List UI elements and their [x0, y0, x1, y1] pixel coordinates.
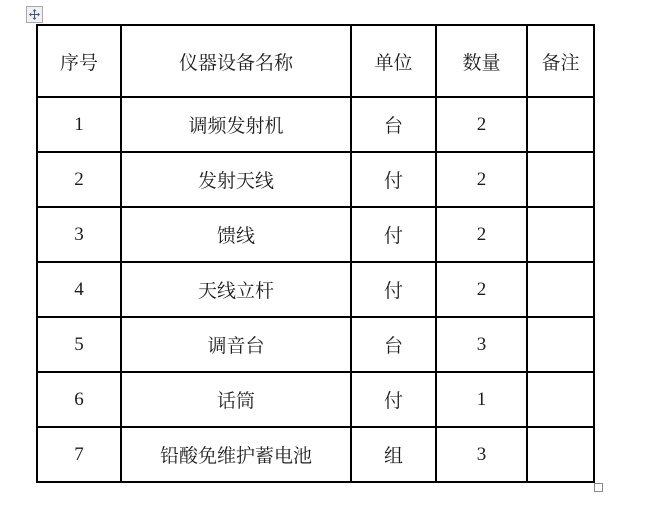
table-row	[37, 262, 594, 317]
cell-note[interactable]	[527, 262, 594, 317]
cell-qty[interactable]: 3	[436, 427, 527, 482]
table-row	[37, 97, 594, 152]
cell-name[interactable]: 天线立杆	[121, 262, 351, 317]
table-resize-handle[interactable]	[594, 483, 603, 492]
table-row	[37, 152, 594, 207]
table-row	[37, 207, 594, 262]
table-header-row	[37, 25, 594, 97]
header-cell-qty[interactable]: 数量	[436, 25, 527, 97]
cell-no[interactable]: 5	[37, 317, 121, 372]
cell-note[interactable]	[527, 207, 594, 262]
cell-no[interactable]: 6	[37, 372, 121, 427]
table-move-handle[interactable]	[26, 6, 43, 23]
cell-qty[interactable]: 2	[436, 207, 527, 262]
cell-no[interactable]: 4	[37, 262, 121, 317]
cell-note[interactable]	[527, 427, 594, 482]
cell-note[interactable]	[527, 372, 594, 427]
cell-unit[interactable]: 台	[351, 317, 436, 372]
cell-name[interactable]: 发射天线	[121, 152, 351, 207]
header-cell-note[interactable]: 备注	[527, 25, 594, 97]
cell-qty[interactable]: 1	[436, 372, 527, 427]
cell-name[interactable]: 调音台	[121, 317, 351, 372]
cell-unit[interactable]: 组	[351, 427, 436, 482]
table-row	[37, 427, 594, 482]
cell-no[interactable]: 3	[37, 207, 121, 262]
cell-unit[interactable]: 付	[351, 152, 436, 207]
move-arrows-icon	[29, 9, 40, 20]
cell-name[interactable]: 铅酸免维护蓄电池	[121, 427, 351, 482]
cell-no[interactable]: 1	[37, 97, 121, 152]
table-row	[37, 317, 594, 372]
cell-no[interactable]: 7	[37, 427, 121, 482]
cell-qty[interactable]: 2	[436, 262, 527, 317]
equipment-table	[36, 24, 595, 483]
cell-unit[interactable]: 付	[351, 262, 436, 317]
cell-qty[interactable]: 3	[436, 317, 527, 372]
cell-name[interactable]: 话筒	[121, 372, 351, 427]
cell-note[interactable]	[527, 97, 594, 152]
header-cell-unit[interactable]: 单位	[351, 25, 436, 97]
header-cell-no[interactable]: 序号	[37, 25, 121, 97]
cell-no[interactable]: 2	[37, 152, 121, 207]
header-cell-name[interactable]: 仪器设备名称	[121, 25, 351, 97]
cell-qty[interactable]: 2	[436, 97, 527, 152]
table-row	[37, 372, 594, 427]
cell-unit[interactable]: 台	[351, 97, 436, 152]
cell-note[interactable]	[527, 317, 594, 372]
cell-name[interactable]: 馈线	[121, 207, 351, 262]
cell-note[interactable]	[527, 152, 594, 207]
cell-qty[interactable]: 2	[436, 152, 527, 207]
cell-unit[interactable]: 付	[351, 207, 436, 262]
cell-unit[interactable]: 付	[351, 372, 436, 427]
cell-name[interactable]: 调频发射机	[121, 97, 351, 152]
